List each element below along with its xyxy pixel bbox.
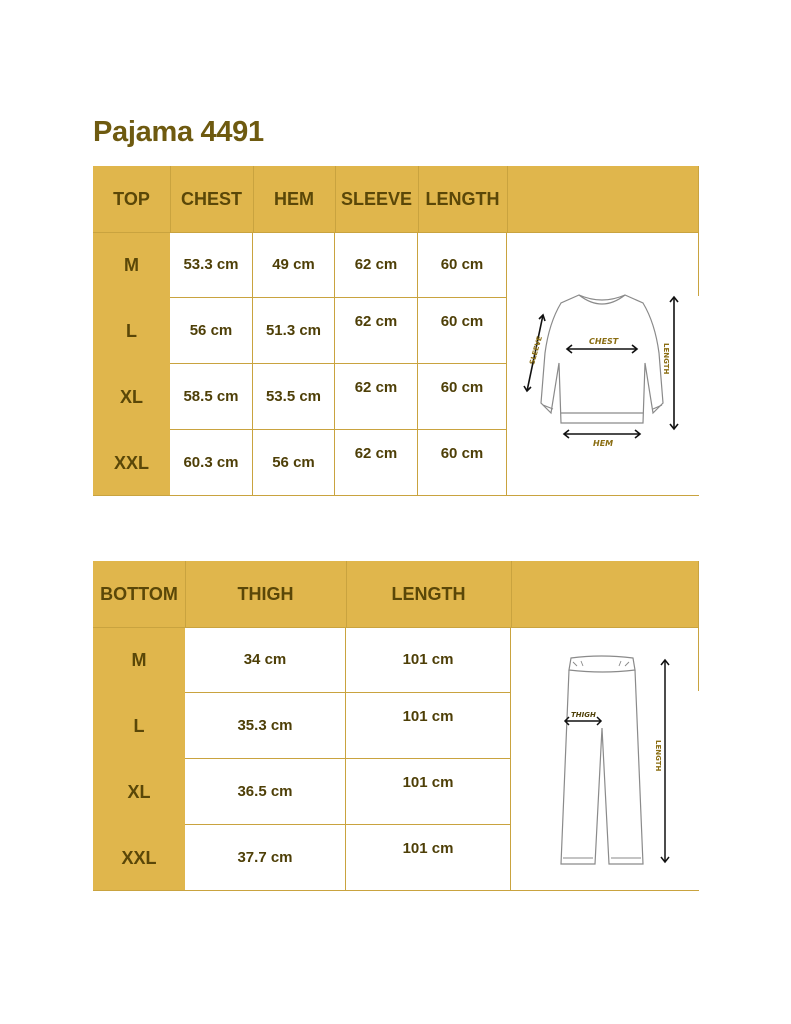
top-xl-chest: 58.5 cm: [170, 364, 253, 430]
bottom-size-xxl: XXL: [93, 825, 185, 891]
page-title: Pajama 4491: [93, 116, 264, 148]
top-header-chest: CHEST: [170, 166, 253, 232]
bottom-header-thigh: THIGH: [185, 561, 346, 627]
top-xl-hem: 53.5 cm: [253, 364, 335, 430]
bottom-size-l: L: [93, 693, 185, 759]
top-header-divider: [507, 166, 508, 232]
top-table-bottom-rule: [93, 495, 699, 496]
top-m-length: 60 cm: [418, 232, 507, 298]
chest-label: CHEST: [589, 337, 619, 346]
bottom-xl-thigh: 36.5 cm: [185, 759, 346, 825]
bottom-garment-diagram: [511, 628, 699, 891]
top-xxl-chest: 60.3 cm: [170, 430, 253, 496]
bottom-xxl-length: 101 cm: [346, 825, 511, 891]
thigh-label: THIGH: [571, 711, 596, 719]
sleeve-label: SLEEVE: [528, 335, 544, 366]
bottom-header-size: BOTTOM: [93, 561, 185, 627]
top-header-divider: [335, 166, 336, 232]
bottom-header-divider: [511, 561, 512, 627]
top-xl-sleeve: 62 cm: [335, 364, 418, 430]
bottom-m-thigh: 34 cm: [185, 627, 346, 693]
bottom-l-thigh: 35.3 cm: [185, 693, 346, 759]
top-m-chest: 53.3 cm: [170, 232, 253, 298]
bottom-image-right-border: [698, 561, 699, 691]
bottom-size-xl: XL: [93, 759, 185, 825]
top-size-l: L: [93, 298, 170, 364]
top-image-right-border: [698, 166, 699, 296]
top-header-image: [507, 166, 699, 232]
bottom-table-bottom-rule: [93, 890, 699, 891]
top-size-xl: XL: [93, 364, 170, 430]
bottom-header-divider: [346, 561, 347, 627]
top-m-hem: 49 cm: [253, 232, 335, 298]
top-header-hem: HEM: [253, 166, 335, 232]
bottom-header-length: LENGTH: [346, 561, 511, 627]
bottom-l-length: 101 cm: [346, 693, 511, 759]
top-header-sleeve: SLEEVE: [335, 166, 418, 232]
hem-label: HEM: [593, 439, 614, 448]
top-xxl-sleeve: 62 cm: [335, 430, 418, 496]
top-header-length: LENGTH: [418, 166, 507, 232]
top-l-sleeve: 62 cm: [335, 298, 418, 364]
top-header-divider: [253, 166, 254, 232]
top-header-divider: [418, 166, 419, 232]
top-l-hem: 51.3 cm: [253, 298, 335, 364]
top-l-chest: 56 cm: [170, 298, 253, 364]
top-l-length: 60 cm: [418, 298, 507, 364]
top-size-xxl: XXL: [93, 430, 170, 496]
top-xl-length: 60 cm: [418, 364, 507, 430]
length-label: LENGTH: [662, 343, 670, 375]
bottom-size-m: M: [93, 627, 185, 693]
top-garment-diagram: [507, 233, 699, 496]
top-m-sleeve: 62 cm: [335, 232, 418, 298]
bottom-xxl-thigh: 37.7 cm: [185, 825, 346, 891]
top-xxl-hem: 56 cm: [253, 430, 335, 496]
bottom-xl-length: 101 cm: [346, 759, 511, 825]
bottom-header-image: [511, 561, 699, 627]
bottom-m-length: 101 cm: [346, 627, 511, 693]
top-size-m: M: [93, 232, 170, 298]
top-xxl-length: 60 cm: [418, 430, 507, 496]
top-header-divider: [170, 166, 171, 232]
length-label: LENGTH: [654, 740, 662, 772]
top-header-size: TOP: [93, 166, 170, 232]
bottom-header-divider: [185, 561, 186, 627]
